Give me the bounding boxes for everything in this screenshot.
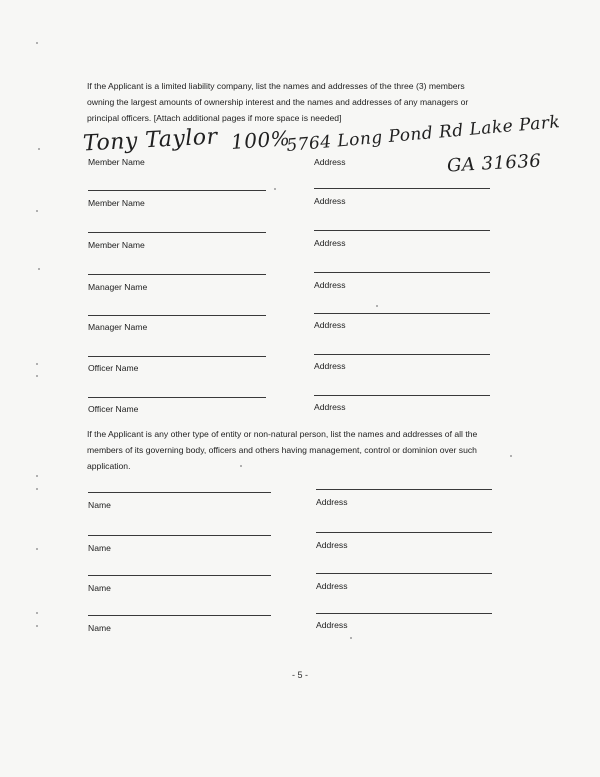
member-address-label-1: Address xyxy=(314,157,346,167)
member-address-label-2: Address xyxy=(314,196,346,206)
name-line-3 xyxy=(88,575,271,576)
manager-address-label-1: Address xyxy=(314,280,346,290)
scan-speck xyxy=(350,637,352,639)
address-line-4 xyxy=(316,613,492,614)
member-name-line-3 xyxy=(88,232,266,233)
officer-address-label-1: Address xyxy=(314,361,346,371)
address-label-2: Address xyxy=(316,540,348,550)
scan-speck xyxy=(376,305,378,307)
page-number: - 5 - xyxy=(292,670,309,680)
llc-instructions-line-1: If the Applicant is a limited liability company, list the names and addresses of the three (3) members xyxy=(87,81,465,91)
manager-address-line-2 xyxy=(314,313,490,314)
scan-speck xyxy=(38,148,40,150)
scan-speck xyxy=(38,268,40,270)
address-label-1: Address xyxy=(316,497,348,507)
llc-instructions-line-2: owning the largest amounts of ownership interest and the names and addresses of any managers or xyxy=(87,97,469,107)
scan-speck xyxy=(36,210,38,212)
scan-speck xyxy=(36,548,38,550)
address-label-4: Address xyxy=(316,620,348,630)
handwritten-member-address: 5764 Long Pond Rd Lake Park xyxy=(285,112,562,156)
officer-name-label-2: Officer Name xyxy=(88,404,139,414)
manager-address-label-2: Address xyxy=(314,320,346,330)
scan-speck xyxy=(36,363,38,365)
officer-name-line-1 xyxy=(88,356,266,357)
llc-instructions-line-3: principal officers. [Attach additional pages if more space is needed] xyxy=(87,113,342,123)
manager-name-label-1: Manager Name xyxy=(88,282,148,292)
officer-address-line-2 xyxy=(314,395,490,396)
name-label-2: Name xyxy=(88,543,111,553)
handwritten-state-zip: GA 31636 xyxy=(446,150,542,177)
address-label-3: Address xyxy=(316,581,348,591)
name-line-4 xyxy=(88,615,271,616)
member-address-label-3: Address xyxy=(314,238,346,248)
officer-address-label-2: Address xyxy=(314,402,346,412)
scan-speck xyxy=(36,42,38,44)
scan-speck xyxy=(240,465,242,467)
manager-name-label-2: Manager Name xyxy=(88,322,148,332)
member-name-label-3: Member Name xyxy=(88,240,145,250)
member-address-line-2 xyxy=(314,188,490,189)
manager-address-line-1 xyxy=(314,272,490,273)
entity-instructions-line-1: If the Applicant is any other type of entity or non-natural person, list the names and addresses of all the xyxy=(87,429,478,439)
address-line-2 xyxy=(316,532,492,533)
name-line-2 xyxy=(88,535,271,536)
officer-address-line-1 xyxy=(314,354,490,355)
member-name-label-2: Member Name xyxy=(88,198,145,208)
scan-speck xyxy=(510,455,512,457)
member-name-label-1: Member Name xyxy=(88,157,145,167)
address-line-1 xyxy=(316,489,492,490)
scan-speck xyxy=(36,488,38,490)
entity-instructions-line-3: application. xyxy=(87,461,131,471)
officer-name-label-1: Officer Name xyxy=(88,363,139,373)
address-line-3 xyxy=(316,573,492,574)
scan-speck xyxy=(36,375,38,377)
name-label-4: Name xyxy=(88,623,111,633)
handwritten-member-name: Tony Taylor xyxy=(82,124,219,157)
member-address-line-3 xyxy=(314,230,490,231)
name-label-3: Name xyxy=(88,583,111,593)
scan-speck xyxy=(36,625,38,627)
entity-instructions-line-2: members of its governing body, officers and others having management, control or dominion over such xyxy=(87,445,477,455)
handwritten-ownership-percent: 100% xyxy=(230,125,291,155)
manager-name-line-2 xyxy=(88,315,266,316)
manager-name-line-1 xyxy=(88,274,266,275)
scan-speck xyxy=(274,188,276,190)
scan-speck xyxy=(36,475,38,477)
member-name-line-2 xyxy=(88,190,266,191)
scan-speck xyxy=(36,612,38,614)
name-line-1 xyxy=(88,492,271,493)
name-label-1: Name xyxy=(88,500,111,510)
officer-name-line-2 xyxy=(88,397,266,398)
